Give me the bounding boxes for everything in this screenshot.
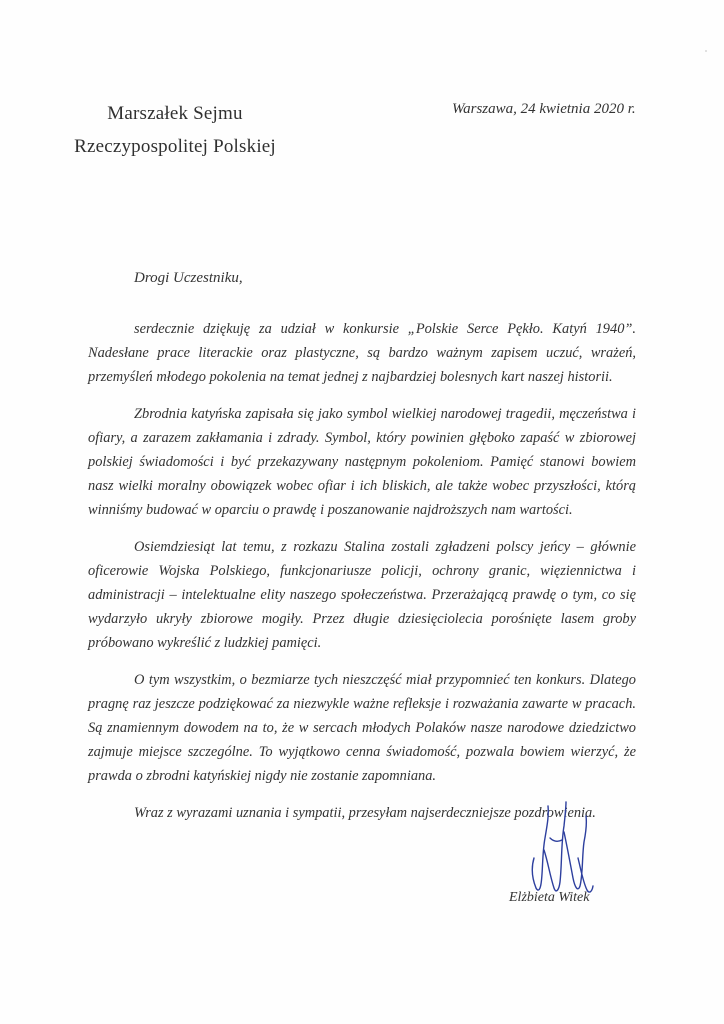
- handwritten-signature: [520, 798, 600, 902]
- paragraph-2: Zbrodnia katyńska zapisała się jako symbol wielkiej narodowej tragedii, męczeństwa i ofiary, a zarazem zakłamania i zdrady. Symbol, który powinien głęboko zapaść w zbiorowej polskiej świadomości i być przekazywany następnym pokoleniom. Pamięć stanowi bowiem nasz wielki moralny obowiązek wobec ofiar i ich bliskich, ale także wobec przyszłości, którą winniśmy budować w oparciu o prawdę i poszanowanie najdroższych nam wartości.: [88, 406, 636, 518]
- paragraph-3: Osiemdziesiąt lat temu, z rozkazu Stalina zostali zgładzeni polscy jeńcy – głównie oficerowie Wojska Polskiego, funkcjonariusze policji, ochrony granic, więziennictwa i administracji – intelektualne elity naszego społeczeństwa. Przerażającą prawdę o tym, co się wydarzyło ukryły zbiorowe mogiły. Przez długie dziesięciolecia porośnięte lasem groby próbowano wykreślić z ludzkiej pamięci.: [88, 539, 636, 651]
- paragraph-1: serdecznie dziękuję za udział w konkursie „Polskie Serce Pękło. Katyń 1940”. Nadesłane prace literackie oraz plastyczne, są bardzo ważnym zapisem uczuć, wrażeń, przemyśleń młodego pokolenia na temat jednej z najbardziej bolesnych kart naszej historii.: [88, 321, 636, 385]
- scan-speck: [705, 50, 707, 52]
- salutation: Drogi Uczestniku,: [134, 270, 243, 286]
- letter-body: [88, 317, 636, 838]
- letter-date: Warszawa, 24 kwietnia 2020 r.: [452, 101, 636, 117]
- paragraph-5: Wraz z wyrazami uznania i sympatii, przesyłam najserdeczniejsze pozdrowienia.: [134, 805, 596, 821]
- signer-name: Elżbieta Witek: [509, 890, 590, 905]
- letterhead-title: Marszałek Sejmu: [107, 103, 243, 124]
- paragraph-4: O tym wszystkim, o bezmiarze tych nieszczęść miał przypomnieć ten konkurs. Dlatego pragnę raz jeszcze podziękować za niezwykle ważne refleksje i rozważania zawarte w pracach. Są znamiennym dowodem na to, że w sercach młodych Polaków nasze narodowe dziedzictwo zajmuje miejsce szczególne. To wyjątkowo cenna świadomość, pozwala bowiem wierzyć, że prawda o zbrodni katyńskiej nigdy nie zostanie zapomniana.: [88, 672, 636, 784]
- letterhead: [60, 97, 290, 163]
- letterhead-subtitle: Rzeczypospolitej Polskiej: [74, 136, 276, 157]
